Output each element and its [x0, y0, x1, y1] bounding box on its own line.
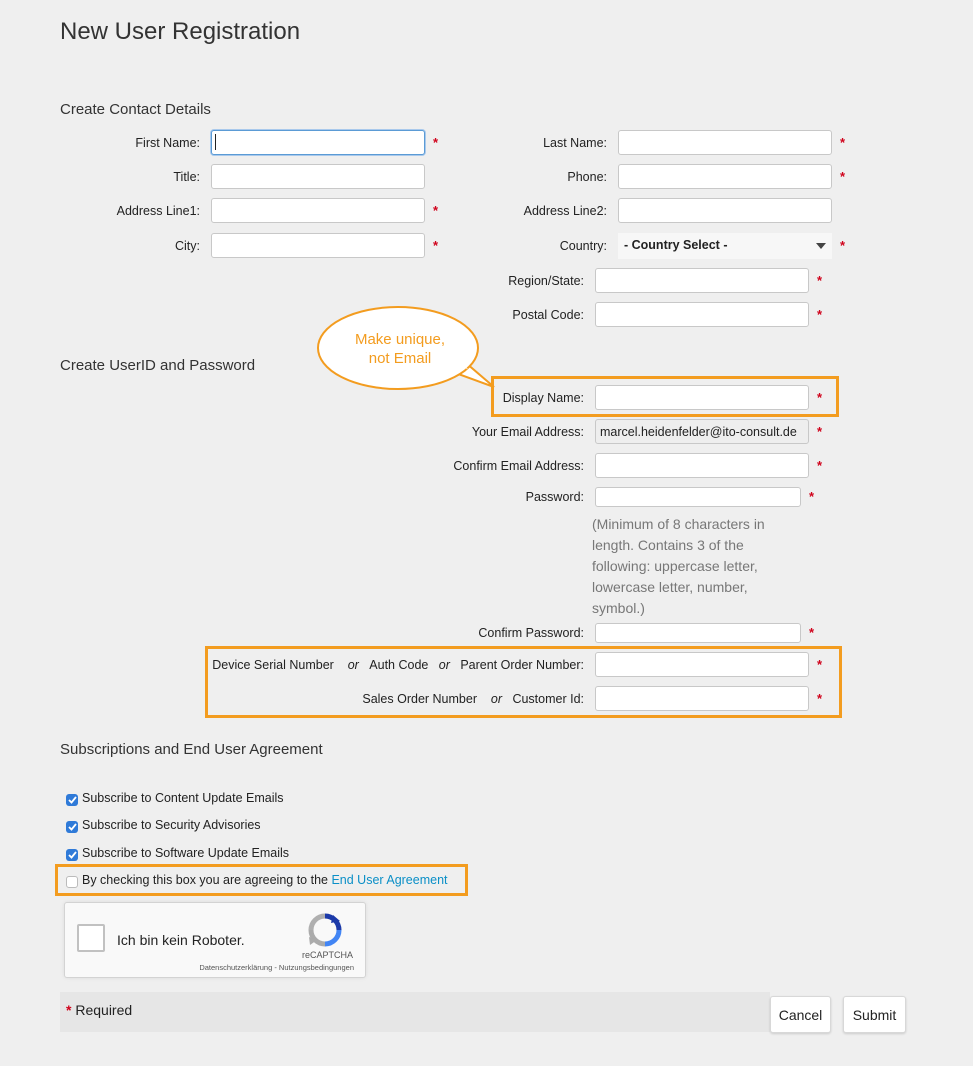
phone-label: Phone:	[567, 170, 607, 184]
country-select[interactable]	[618, 233, 832, 259]
required-marker: *	[840, 238, 846, 253]
required-marker: *	[433, 135, 439, 150]
phone-input[interactable]	[618, 164, 832, 189]
title-label: Title:	[173, 170, 200, 184]
software-updates-checkbox[interactable]	[66, 849, 78, 861]
check-icon	[68, 851, 77, 859]
title-input[interactable]	[211, 164, 425, 189]
required-marker: *	[817, 390, 823, 405]
address2-label: Address Line2:	[523, 204, 607, 218]
agreement-label: By checking this box you are agreeing to the End User Agreement	[82, 873, 448, 887]
content-updates-label: Subscribe to Content Update Emails	[82, 791, 284, 805]
security-advisories-checkbox[interactable]	[66, 821, 78, 833]
required-marker: *	[840, 135, 846, 150]
check-icon	[68, 823, 77, 831]
account-section-title: Create UserID and Password	[60, 357, 256, 374]
footer-bar	[60, 992, 770, 1032]
recaptcha-logo-icon	[307, 913, 343, 947]
end-user-agreement-link[interactable]: End User Agreement	[331, 873, 448, 887]
security-advisories-label: Subscribe to Security Advisories	[82, 818, 261, 832]
country-select-value: - Country Select -	[624, 238, 728, 252]
recaptcha-label: Ich bin kein Roboter.	[117, 932, 245, 948]
recaptcha-links[interactable]: Datenschutzerklärung - Nutzungsbedingungen	[199, 963, 354, 972]
password-label: Password:	[525, 490, 584, 504]
sales-order-input[interactable]	[595, 686, 809, 711]
required-marker: *	[433, 238, 439, 253]
required-marker: *	[840, 169, 846, 184]
required-marker: *	[817, 691, 823, 706]
region-label: Region/State:	[508, 274, 584, 288]
software-updates-option[interactable]	[66, 846, 289, 860]
postal-input[interactable]	[595, 302, 809, 327]
agreement-option[interactable]	[66, 873, 448, 887]
submit-button[interactable]: Submit	[843, 996, 906, 1033]
agreement-checkbox[interactable]	[66, 876, 78, 888]
region-input[interactable]	[595, 268, 809, 293]
required-marker: *	[809, 625, 815, 640]
last-name-label: Last Name:	[543, 136, 607, 150]
required-note: * Required	[66, 1002, 133, 1018]
device-auth-parent-label: Device Serial Number or Auth Code or Parent Order Number:	[212, 658, 584, 672]
confirm-password-input[interactable]	[595, 623, 801, 643]
address1-label: Address Line1:	[116, 204, 200, 218]
check-icon	[68, 796, 77, 804]
annotation-text: Make unique, not Email	[354, 331, 446, 367]
required-marker: *	[817, 307, 823, 322]
device-serial-input[interactable]	[595, 652, 809, 677]
required-marker: *	[817, 273, 823, 288]
chevron-down-icon	[816, 243, 826, 249]
confirm-password-label: Confirm Password:	[478, 626, 584, 640]
email-label: Your Email Address:	[471, 425, 584, 439]
city-input[interactable]	[211, 233, 425, 258]
display-name-label: Display Name:	[502, 391, 584, 405]
last-name-input[interactable]	[618, 130, 832, 155]
email-input[interactable]	[595, 419, 809, 444]
sales-customer-label: Sales Order Number or Customer Id:	[362, 692, 584, 706]
recaptcha-widget	[64, 902, 366, 978]
first-name-label: First Name:	[135, 136, 200, 150]
address2-input[interactable]	[618, 198, 832, 223]
confirm-email-input[interactable]	[595, 453, 809, 478]
required-marker: *	[433, 203, 439, 218]
content-updates-checkbox[interactable]	[66, 794, 78, 806]
first-name-input[interactable]	[211, 130, 425, 155]
text-caret	[215, 134, 216, 150]
subscriptions-section-title: Subscriptions and End User Agreement	[60, 741, 323, 758]
security-advisories-option[interactable]	[66, 818, 261, 832]
content-updates-option[interactable]	[66, 791, 284, 805]
required-marker: *	[817, 458, 823, 473]
address1-input[interactable]	[211, 198, 425, 223]
confirm-email-label: Confirm Email Address:	[453, 459, 584, 473]
cancel-button[interactable]: Cancel	[770, 996, 831, 1033]
page-title: New User Registration	[60, 18, 301, 45]
recaptcha-brand: reCAPTCHA	[301, 950, 353, 960]
postal-label: Postal Code:	[512, 308, 584, 322]
required-marker: *	[817, 657, 823, 672]
recaptcha-checkbox[interactable]	[77, 924, 105, 952]
contact-section-title: Create Contact Details	[60, 101, 211, 118]
password-hint: (Minimum of 8 characters in length. Contains 3 of the following: uppercase letter, lowercase letter, number, symbol.)	[592, 516, 765, 616]
display-name-input[interactable]	[595, 385, 809, 410]
city-label: City:	[175, 239, 200, 253]
software-updates-label: Subscribe to Software Update Emails	[82, 846, 290, 860]
country-label: Country:	[559, 239, 607, 253]
required-marker: *	[809, 489, 815, 504]
password-input[interactable]	[595, 487, 801, 507]
required-marker: *	[817, 424, 823, 439]
